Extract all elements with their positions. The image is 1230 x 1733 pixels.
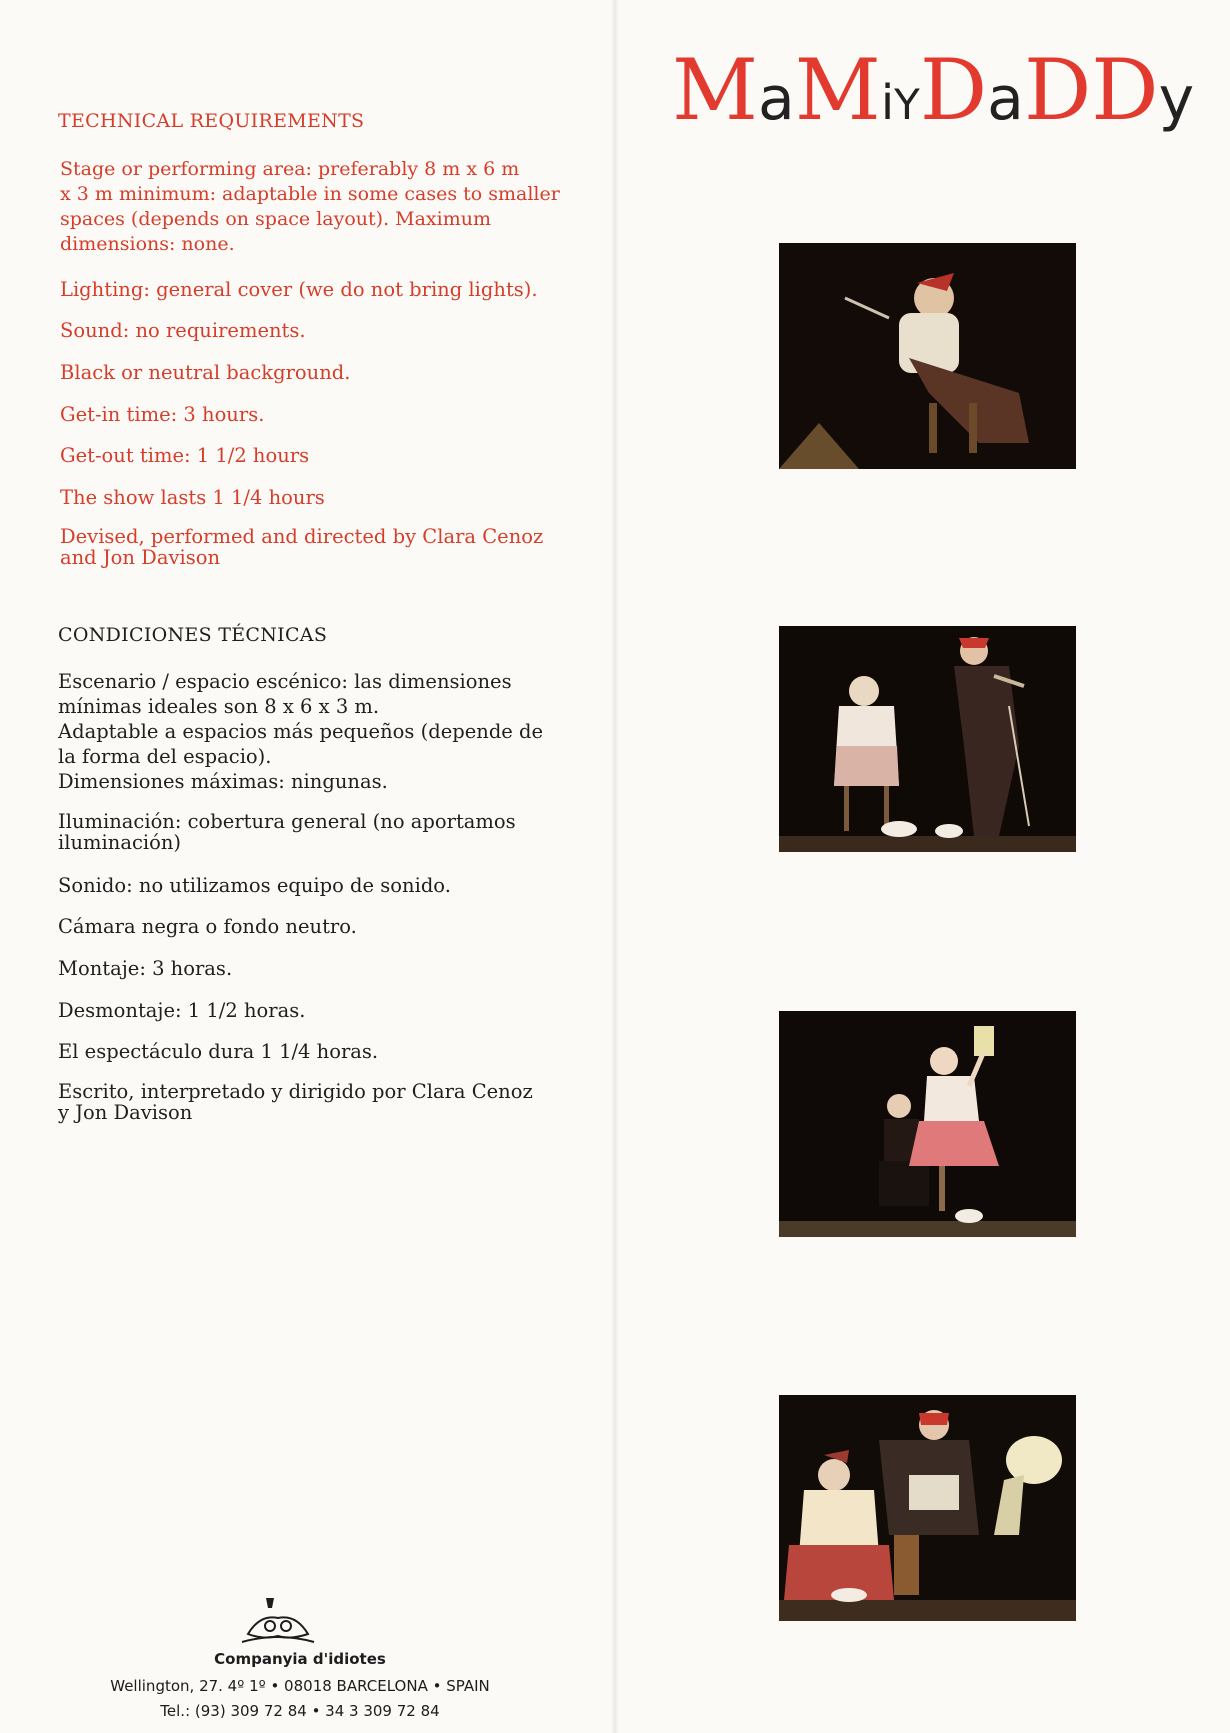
title-part-8: DD	[1023, 41, 1159, 139]
company-phone: Tel.: (93) 309 72 84 • 34 3 309 72 84	[160, 1702, 440, 1720]
title-part-6: D	[919, 41, 988, 139]
technical-stage: Stage or performing area: preferably 8 m x 6 m x 3 m minimum: adaptable in some cases to smaller spaces (depends on space layout). Maximum dimensions: none.	[60, 158, 560, 255]
performance-photo-2	[779, 626, 1076, 852]
title-part-4: i	[880, 75, 895, 131]
title-part-7: a	[987, 64, 1024, 134]
condiciones-sonido: Sonido: no utilizamos equipo de sonido.	[58, 874, 451, 897]
page-fold	[612, 0, 618, 1733]
condiciones-escenario: Escenario / espacio escénico: las dimensiones mínimas ideales son 8 x 6 x 3 m. Adaptable a espacios más pequeños (depende de la forma del espacio). Dimensiones máximas: ningunas.	[58, 670, 544, 793]
title-part-9: y	[1158, 64, 1195, 134]
technical-sound: Sound: no requirements.	[60, 319, 306, 342]
condiciones-heading: CONDICIONES TÉCNICAS	[58, 624, 328, 646]
title-part-1: M	[672, 41, 759, 139]
condiciones-iluminacion: Iluminación: cobertura general (no aportamos iluminación)	[58, 810, 516, 854]
title-part-3: M	[794, 41, 881, 139]
technical-duration: The show lasts 1 1/4 hours	[60, 486, 325, 509]
technical-credits: Devised, performed and directed by Clara Cenoz and Jon Davison	[60, 525, 544, 569]
condiciones-creditos: Escrito, interpretado y dirigido por Clara Cenoz y Jon Davison	[58, 1080, 533, 1124]
performance-photo-3	[779, 1011, 1076, 1237]
company-logo-icon	[238, 1596, 318, 1646]
technical-background: Black or neutral background.	[60, 361, 351, 384]
technical-get-in: Get-in time: 3 hours.	[60, 403, 265, 426]
condiciones-camara: Cámara negra o fondo neutro.	[58, 915, 357, 938]
performance-photo-4	[779, 1395, 1076, 1621]
technical-get-out: Get-out time: 1 1/2 hours	[60, 444, 310, 467]
title-part-2: a	[758, 64, 795, 134]
technical-lighting: Lighting: general cover (we do not bring lights).	[60, 278, 538, 301]
show-title-logo	[672, 40, 1195, 140]
condiciones-montaje: Montaje: 3 horas.	[58, 957, 233, 980]
title-part-5: Y	[894, 80, 920, 129]
condiciones-duracion: El espectáculo dura 1 1/4 horas.	[58, 1040, 379, 1063]
company-name: Companyia d'idiotes	[214, 1650, 386, 1668]
technical-heading: TECHNICAL REQUIREMENTS	[58, 110, 365, 132]
company-address: Wellington, 27. 4º 1º • 08018 BARCELONA • SPAIN	[110, 1677, 490, 1695]
condiciones-desmontaje: Desmontaje: 1 1/2 horas.	[58, 999, 306, 1022]
performance-photo-1	[779, 243, 1076, 469]
